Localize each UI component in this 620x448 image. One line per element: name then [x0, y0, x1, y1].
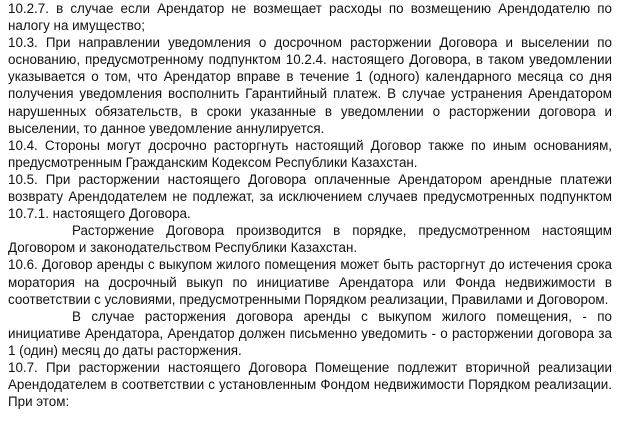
clause-10-3: 10.3. При направлении уведомления о досрочном расторжении Договора и выселении по основанию, предусмотренному подпунктом 10.2.4. настоящего Договора, в таком уведомлении указывается о том, что Арендатор вправе в течение 1 (одного) календарного месяца со дня получения уведомления восполнить Гарантийный платеж. В случае устранения Арендатором нарушенных обязательств, в сроки указанные в уведомлении о расторжении договора и выселении, то данное уведомление аннулируется. [8, 35, 612, 136]
clause-10-5-continuation: Расторжение Договора производится в порядке, предусмотренном настоящим Договором и законодательством Республики Казахстан. [8, 223, 612, 256]
clause-10-7: 10.7. При расторжении настоящего Договора Помещение подлежит вторичной реализации Арендодателем в соответствии с установленным Фондом недвижимости Порядком реализации. При этом: [8, 359, 612, 410]
clause-10-5: 10.5. При расторжении настоящего Договора оплаченные Арендатором арендные платежи возврату Арендодателем не подлежат, за исключением случаев предусмотренных подпунктом 10.7.1. настоящего Договора. [8, 171, 612, 222]
clause-10-6: 10.6. Договор аренды с выкупом жилого помещения может быть расторгнут до истечения срока моратория на досрочный выкуп по инициативе Арендатора или Фонда недвижимости в соответствии с условиями, предусмотренными Порядком реализации, Правилами и Договором. [8, 257, 612, 307]
document-body [8, 0, 612, 410]
clause-10-2-7: 10.2.7. в случае если Арендатор не возмещает расходы по возмещению Арендодателю по налогу на имущество; [8, 1, 612, 34]
clause-10-6-continuation: В случае расторжения договора аренды с выкупом жилого помещения, - по инициативе Арендатора, Арендатор должен письменно уведомить - о расторжении договора за 1 (один) месяц до даты расторжения. [8, 308, 612, 358]
clause-10-4: 10.4. Стороны могут досрочно расторгнуть настоящий Договор также по иным основаниям, предусмотренным Гражданским Кодексом Республики Казахстан. [8, 137, 612, 170]
